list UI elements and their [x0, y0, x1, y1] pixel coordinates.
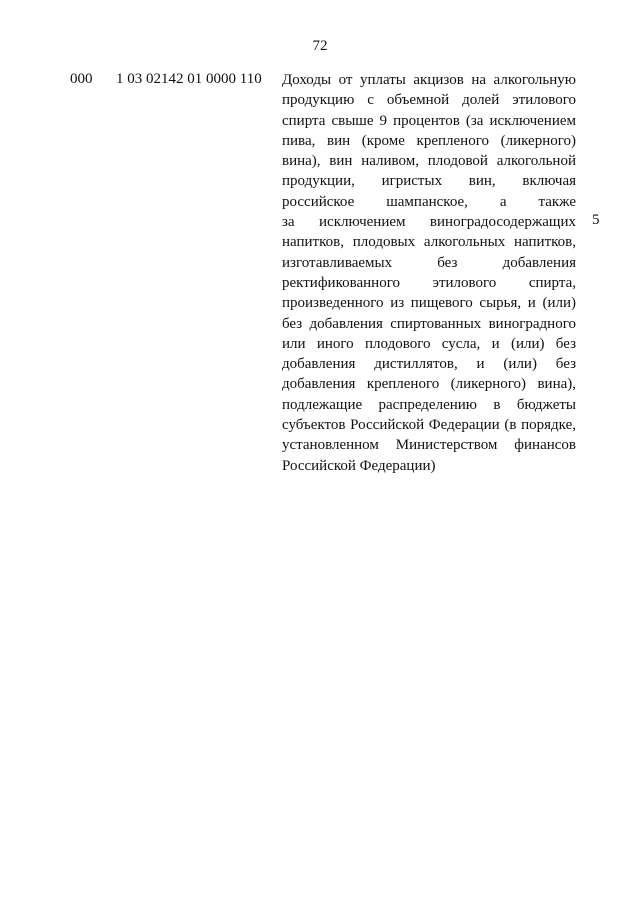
description-line: продукцию с объемной долей этилового: [282, 92, 576, 109]
description-line: добавления дистиллятов, и (или) без: [282, 356, 576, 373]
description-line: ректификованного этилового спирта,: [282, 274, 576, 291]
description-line: спирта свыше 9 процентов (за исключением: [282, 112, 576, 129]
description-line: изготавливаемых без добавления: [282, 254, 576, 271]
description-line: за исключением виноградосодержащих: [282, 214, 576, 231]
description-line: пива, вин (кроме крепленого (ликерного): [282, 132, 576, 149]
description-line: вина), вин наливом, плодовой алкогольной: [282, 153, 576, 170]
description-line: произведенного из пищевого сырья, и (или): [282, 295, 576, 312]
description-line: без добавления спиртованных виноградного: [282, 315, 576, 332]
description-line: подлежащие распределению в бюджеты: [282, 396, 576, 413]
side-number: 5: [592, 212, 600, 228]
admin-code: 000: [70, 71, 93, 87]
description-line: напитков, плодовых алкогольных напитков,: [282, 234, 576, 251]
description-line: продукции, игристых вин, включая: [282, 173, 576, 190]
description-line: добавления крепленого (ликерного) вина),: [282, 376, 576, 393]
description-line: или иного плодового сусла, и (или) без: [282, 335, 576, 352]
description-line: Российской Федерации): [282, 457, 436, 474]
page-number: 72: [312, 38, 328, 54]
budget-classification-code: 1 03 02142 01 0000 110: [116, 71, 262, 87]
revenue-description: [282, 70, 576, 476]
description-line: российское шампанское, а также: [282, 193, 576, 210]
description-line: субъектов Российской Федерации (в порядке,: [282, 417, 576, 434]
description-line: Доходы от уплаты акцизов на алкогольную: [282, 72, 576, 88]
description-line: установленном Министерством финансов: [282, 437, 576, 454]
